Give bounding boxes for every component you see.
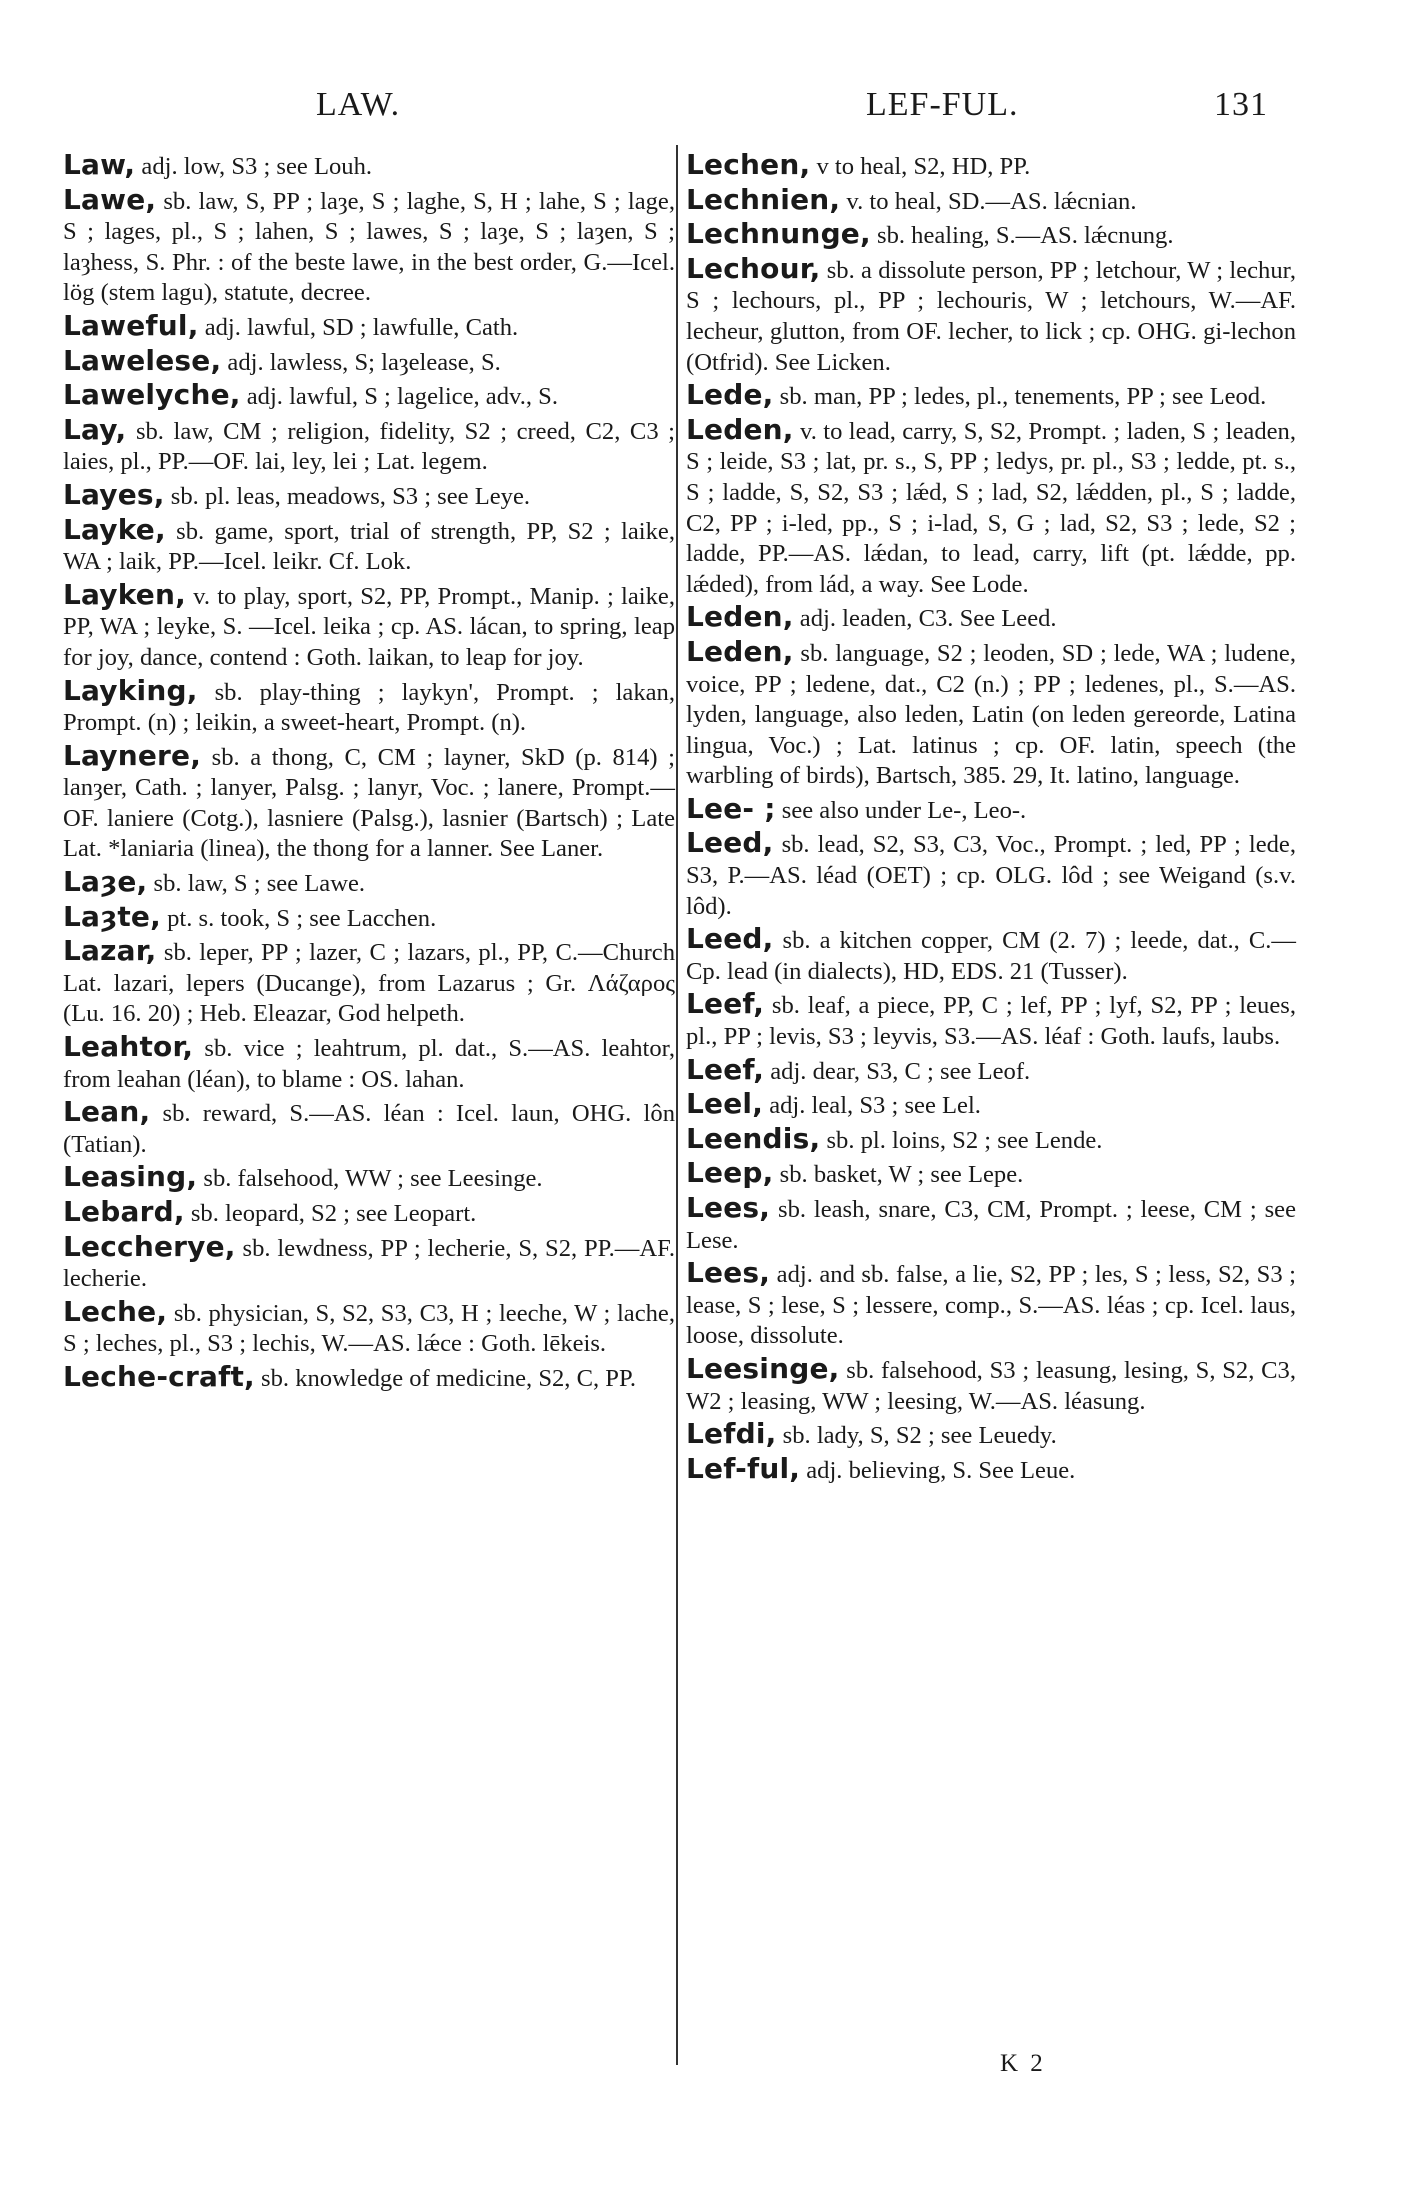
headword: Lees, bbox=[686, 1256, 771, 1290]
dictionary-entry bbox=[63, 1229, 675, 1295]
headword: Lazar, bbox=[63, 934, 157, 968]
dictionary-entry bbox=[63, 738, 675, 865]
dictionary-entry bbox=[63, 412, 675, 478]
headword: Layken, bbox=[63, 577, 186, 611]
headword: Lef-ful, bbox=[686, 1451, 801, 1485]
definition: sb. man, PP ; ledes, pl., tenements, PP ; see Leod. bbox=[773, 383, 1267, 411]
headword: Laynere, bbox=[63, 738, 202, 772]
headword: Lechen, bbox=[686, 148, 811, 181]
definition: sb. falsehood, S3 ; leasung, lesing, S, S2, C3, W2 ; leasing, WW ; leesing, W.—AS. léasung. bbox=[686, 1356, 1296, 1415]
dictionary-entry bbox=[686, 828, 1296, 922]
dictionary-entry bbox=[686, 1052, 1296, 1088]
dictionary-entry bbox=[686, 219, 1296, 252]
definition: sb. leopard, S2 ; see Leopart. bbox=[184, 1200, 477, 1227]
signature-mark: K 2 bbox=[1000, 2050, 1046, 2077]
dictionary-entry bbox=[686, 1121, 1296, 1157]
headword: Leef, bbox=[686, 1052, 765, 1086]
column-divider bbox=[676, 145, 678, 2065]
headword: Lee- ; bbox=[686, 791, 776, 825]
definition: adj. believing, S. See Leue. bbox=[800, 1456, 1076, 1484]
dictionary-entry bbox=[686, 251, 1296, 378]
headword: Law, bbox=[63, 148, 136, 181]
definition: sb. knowledge of medicine, S2, C, PP. bbox=[254, 1364, 637, 1392]
definition: sb. pl. leas, meadows, S3 ; see Leye. bbox=[164, 482, 531, 510]
definition: sb. vice ; leahtrum, pl. dat., S.—AS. leahtor, from leahan (léan), to blame : OS. lahan. bbox=[63, 1035, 675, 1093]
definition: sb. law, S, PP ; laȝe, S ; laghe, S, H ; lahe, S ; lage, S ; lages, pl., S ; lahen, S ; lawes, S ; laȝe, S ; laȝen, S ; laȝhess, S. Phr. : of the beste lawe, in the best order, G.—Icel. lög (stem lagu), statute, decree. bbox=[63, 187, 675, 307]
definition: sb. falsehood, WW ; see Leesinge. bbox=[197, 1165, 543, 1193]
definition: adj. low, S3 ; see Louh. bbox=[135, 153, 373, 180]
headword: Lawelyche, bbox=[63, 378, 241, 412]
dictionary-entry bbox=[686, 1258, 1296, 1352]
definition: sb. lead, S2, S3, C3, Voc., Prompt. ; led, PP ; lede, S3, P.—AS. léad (OET) ; cp. OLG. lôd ; see Weigand (s.v. lôd). bbox=[686, 831, 1296, 920]
definition: v. to heal, SD.—AS. lǽcnian. bbox=[840, 187, 1137, 215]
definition: sb. pl. loins, S2 ; see Lende. bbox=[820, 1126, 1103, 1154]
definition: sb. reward, S.—AS. léan : Icel. laun, OHG. lôn (Tatian). bbox=[63, 1100, 675, 1158]
headword: Lechour, bbox=[686, 251, 821, 285]
definition: see also under Le-, Leo-. bbox=[775, 796, 1027, 824]
dictionary-entry bbox=[63, 380, 675, 413]
headword: Lawelese, bbox=[63, 343, 222, 377]
headword: Leel, bbox=[686, 1087, 764, 1121]
headword: Leesinge, bbox=[686, 1351, 840, 1385]
dictionary-entry bbox=[63, 936, 675, 1030]
running-head-right: LEF-FUL. bbox=[866, 86, 1019, 123]
dictionary-entry bbox=[63, 1097, 675, 1160]
right-column bbox=[686, 150, 1296, 1488]
dictionary-entry bbox=[686, 791, 1296, 827]
dictionary-entry bbox=[686, 182, 1296, 218]
headword: Lechnien, bbox=[686, 182, 841, 216]
headword: Lechnunge, bbox=[686, 217, 871, 251]
dictionary-entry bbox=[686, 989, 1296, 1052]
definition: adj. lawful, S ; lagelice, adv., S. bbox=[240, 383, 558, 411]
definition: adj. lawless, S; laȝelease, S. bbox=[221, 348, 501, 376]
dictionary-entry bbox=[686, 150, 1296, 183]
headword: Laȝe, bbox=[63, 865, 148, 899]
headword: Lebard, bbox=[63, 1195, 185, 1228]
definition: adj. dear, S3, C ; see Leof. bbox=[764, 1057, 1031, 1085]
headword: Layking, bbox=[63, 673, 198, 707]
headword: Layes, bbox=[63, 477, 165, 511]
definition: sb. game, sport, trial of strength, PP, S2 ; laike, WA ; laik, PP.—Icel. leikr. Cf. Lok. bbox=[63, 517, 675, 576]
definition: sb. law, CM ; religion, fidelity, S2 ; creed, C2, C3 ; laies, pl., PP.—OF. lai, ley, lei ; Lat. legem. bbox=[63, 417, 675, 476]
dictionary-entry bbox=[63, 577, 675, 674]
page-number: 131 bbox=[1214, 86, 1268, 123]
running-head-left: LAW. bbox=[316, 86, 401, 123]
headword: Lay, bbox=[63, 412, 127, 446]
dictionary-entry bbox=[686, 1193, 1296, 1256]
dictionary-entry bbox=[63, 867, 675, 900]
dictionary-entry bbox=[686, 634, 1296, 792]
dictionary-entry bbox=[63, 1032, 675, 1095]
definition: sb. language, S2 ; leoden, SD ; lede, WA ; ludene, voice, PP ; ledene, dat., C2 (n.) ; PP ; ledenes, pl., S.—AS. lyden, language, also leden, Latin (on leden gereorde, Latina lingua, Voc.) ; Lat. latinus ; cp. OF. latin, speech (the warbling of birds), Bartsch, 385. 29, It. latino, language. bbox=[686, 639, 1296, 790]
headword: Leche, bbox=[63, 1294, 168, 1328]
definition: sb. physician, S, S2, S3, C3, H ; leeche, W ; lache, S ; leches, pl., S3 ; lechis, W.—AS. lǽce : Goth. lēkeis. bbox=[63, 1299, 675, 1358]
dictionary-entry bbox=[686, 1089, 1296, 1122]
definition: pt. s. took, S ; see Lacchen. bbox=[160, 904, 437, 932]
dictionary-entry bbox=[63, 1294, 675, 1360]
headword: Leche-craft, bbox=[63, 1359, 255, 1393]
definition: sb. a dissolute person, PP ; letchour, W ; lechur, S ; lechours, pl., PP ; lechouris, W ; letchours, W.—AF. lecheur, glutton, from OF. lecher, to lick ; cp. OHG. gi-lechon (Otfrid). See Licken. bbox=[686, 256, 1296, 376]
dictionary-entry bbox=[63, 1359, 675, 1395]
dictionary-entry bbox=[63, 1162, 675, 1195]
definition: v to heal, S2, HD, PP. bbox=[810, 153, 1031, 180]
headword: Lefdi, bbox=[686, 1417, 777, 1451]
headword: Laweful, bbox=[63, 308, 199, 342]
dictionary-entry bbox=[63, 343, 675, 379]
headword: Leden, bbox=[686, 412, 794, 446]
left-column bbox=[63, 150, 675, 1397]
definition: sb. basket, W ; see Lepe. bbox=[773, 1161, 1024, 1189]
definition: sb. a kitchen copper, CM (2. 7) ; leede, dat., C.—Cp. lead (in dialects), HD, EDS. 21 (Tusser). bbox=[686, 927, 1296, 985]
dictionary-entry bbox=[686, 1419, 1296, 1452]
headword: Lean, bbox=[63, 1095, 151, 1129]
dictionary-entry bbox=[63, 899, 675, 935]
dictionary-entry bbox=[63, 150, 675, 183]
definition: adj. leal, S3 ; see Lel. bbox=[763, 1092, 981, 1120]
headword: Leden, bbox=[686, 634, 794, 668]
dictionary-entry bbox=[686, 1158, 1296, 1191]
dictionary-entry bbox=[63, 182, 675, 309]
definition: sb. a thong, C, CM ; layner, SkD (p. 814) ; lanȝer, Cath. ; lanyer, Palsg. ; lanyr, Voc. ; lanere, Prompt.— OF. laniere (Cotg.), lasniere (Palsg.), lasnier (Bartsch) ; Late Lat. *laniaria (linea), the thong for a lanner. See Laner. bbox=[63, 743, 675, 863]
definition: sb. law, S ; see Lawe. bbox=[147, 870, 366, 898]
headword: Leep, bbox=[686, 1156, 774, 1190]
headword: Leendis, bbox=[686, 1121, 821, 1155]
dictionary-entry bbox=[686, 412, 1296, 601]
dictionary-entry bbox=[63, 1197, 675, 1230]
headword: Leed, bbox=[686, 826, 774, 860]
definition: sb. lady, S, S2 ; see Leuedy. bbox=[776, 1422, 1057, 1450]
definition: sb. play-thing ; laykyn', Prompt. ; lakan, Prompt. (n) ; leikin, a sweet-heart, Prompt. (n). bbox=[63, 678, 675, 737]
dictionary-entry bbox=[686, 602, 1296, 635]
definition: adj. lawful, SD ; lawfulle, Cath. bbox=[198, 313, 519, 341]
dictionary-entry bbox=[686, 1351, 1296, 1417]
headword: Leasing, bbox=[63, 1160, 198, 1194]
dictionary-entry bbox=[63, 512, 675, 578]
headword: Leahtor, bbox=[63, 1030, 194, 1064]
dictionary-entry bbox=[63, 308, 675, 344]
definition: adj. and sb. false, a lie, S2, PP ; les, S ; less, S2, S3 ; lease, S ; lese, S ; lessere, comp., S.—AS. léas ; cp. Icel. laus, loose, dissolute. bbox=[686, 1261, 1296, 1350]
headword: Lede, bbox=[686, 378, 774, 412]
headword: Lawe, bbox=[63, 182, 157, 216]
definition: v. to play, sport, S2, PP, Prompt., Manip. ; laike, PP, WA ; leyke, S. —Icel. leika ; cp. AS. lácan, to spring, leap for joy, dance, contend : Goth. laikan, to leap for joy. bbox=[63, 582, 675, 671]
definition: sb. leper, PP ; lazer, C ; lazars, pl., PP, C.—Church Lat. lazari, lepers (Ducange), from Lazarus ; Gr. Λάζαρος (Lu. 16. 20) ; Heb. Eleazar, God helpeth. bbox=[63, 939, 675, 1028]
dictionary-entry bbox=[63, 477, 675, 513]
definition: adj. leaden, C3. See Leed. bbox=[793, 605, 1057, 633]
headword: Leed, bbox=[686, 922, 774, 956]
headword: Layke, bbox=[63, 512, 166, 546]
headword: Lees, bbox=[686, 1191, 771, 1224]
definition: sb. lewdness, PP ; lecherie, S, S2, PP.—AF. lecherie. bbox=[63, 1234, 675, 1293]
headword: Leden, bbox=[686, 600, 794, 634]
headword: Leef, bbox=[686, 987, 765, 1021]
definition: sb. leaf, a piece, PP, C ; lef, PP ; lyf, S2, PP ; leues, pl., PP ; levis, S3 ; leyvis, S3.—AS. léaf : Goth. laufs, laubs. bbox=[686, 992, 1296, 1051]
dictionary-entry bbox=[686, 1451, 1296, 1487]
headword: Leccherye, bbox=[63, 1229, 236, 1263]
dictionary-entry bbox=[63, 673, 675, 739]
headword: Laȝte, bbox=[63, 899, 161, 933]
definition: sb. healing, S.—AS. lǽcnung. bbox=[870, 222, 1174, 250]
dictionary-entry bbox=[686, 380, 1296, 413]
definition: sb. leash, snare, C3, CM, Prompt. ; leese, CM ; see Lese. bbox=[686, 1196, 1296, 1254]
dictionary-entry bbox=[686, 924, 1296, 987]
definition: v. to lead, carry, S, S2, Prompt. ; laden, S ; leaden, S ; leide, S3 ; lat, pr. s., S, PP ; ledys, pr. pl., S3 ; ledde, pt. s., S ; ladde, S, S2, S3 ; lǽd, S ; lad, S2, lǽdden, pl., S ; ladde, C2, PP ; i-led, pp., S ; i-lad, S, G ; lad, S2, S3 ; lede, S2 ; ladde, PP.—AS. lǽdan, to lead, carry, lift (pt. lǽdde, pp. lǽded), from lád, a way. See Lode. bbox=[686, 417, 1296, 598]
